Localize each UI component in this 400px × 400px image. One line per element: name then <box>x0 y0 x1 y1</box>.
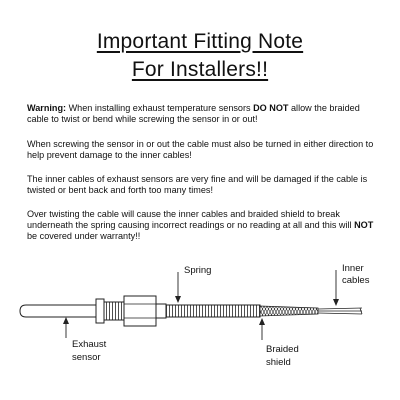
inner-cables <box>318 308 362 314</box>
label-inner-line-2: cables <box>342 275 370 286</box>
exhaust-sensor-probe <box>20 305 96 317</box>
inner-cables-leader <box>333 270 339 306</box>
braided-shield <box>260 306 318 316</box>
inner-cables-paragraph: The inner cables of exhaust sensors are very fine and will be damaged if the cable is twisted or bent back and forth too many times! <box>27 174 368 196</box>
braided-shield-leader <box>259 318 265 340</box>
warning-label: Warning: <box>27 103 67 113</box>
warranty-text-a: Over twisting the cable will cause the inner cables and braided shield to break underneath the spring causing incorrect readings or no reading at all and this will <box>27 209 355 231</box>
label-braided-line-2: shield <box>266 357 291 368</box>
warning-text-b: allow the braided cable to twist or bend while screwing the sensor in or out! <box>27 103 360 125</box>
page-title-line-1: Important Fitting Note <box>96 30 304 53</box>
warranty-text-b: be covered under warranty!! <box>27 231 141 242</box>
label-exhaust-line-1: Exhaust <box>72 339 107 350</box>
label-braided-line-1: Braided <box>266 344 299 355</box>
spring-leader <box>175 272 181 303</box>
label-exhaust-line-2: sensor <box>72 352 101 363</box>
page-title-line-2: For Installers!! <box>131 58 269 81</box>
warning-emphasis: DO NOT <box>253 103 289 113</box>
label-spring: Spring <box>184 265 212 276</box>
threaded-fitting <box>96 296 166 326</box>
warning-text-a: When installing exhaust temperature sensors <box>66 103 254 113</box>
screwing-paragraph: When screwing the sensor in or out the cable must also be turned in either direction to help prevent damage to the inner cables! <box>27 139 374 161</box>
exhaust-sensor-leader <box>63 317 69 338</box>
label-inner-line-1: Inner <box>342 263 364 274</box>
spring <box>166 305 260 317</box>
warranty-emphasis: NOT <box>354 220 374 231</box>
